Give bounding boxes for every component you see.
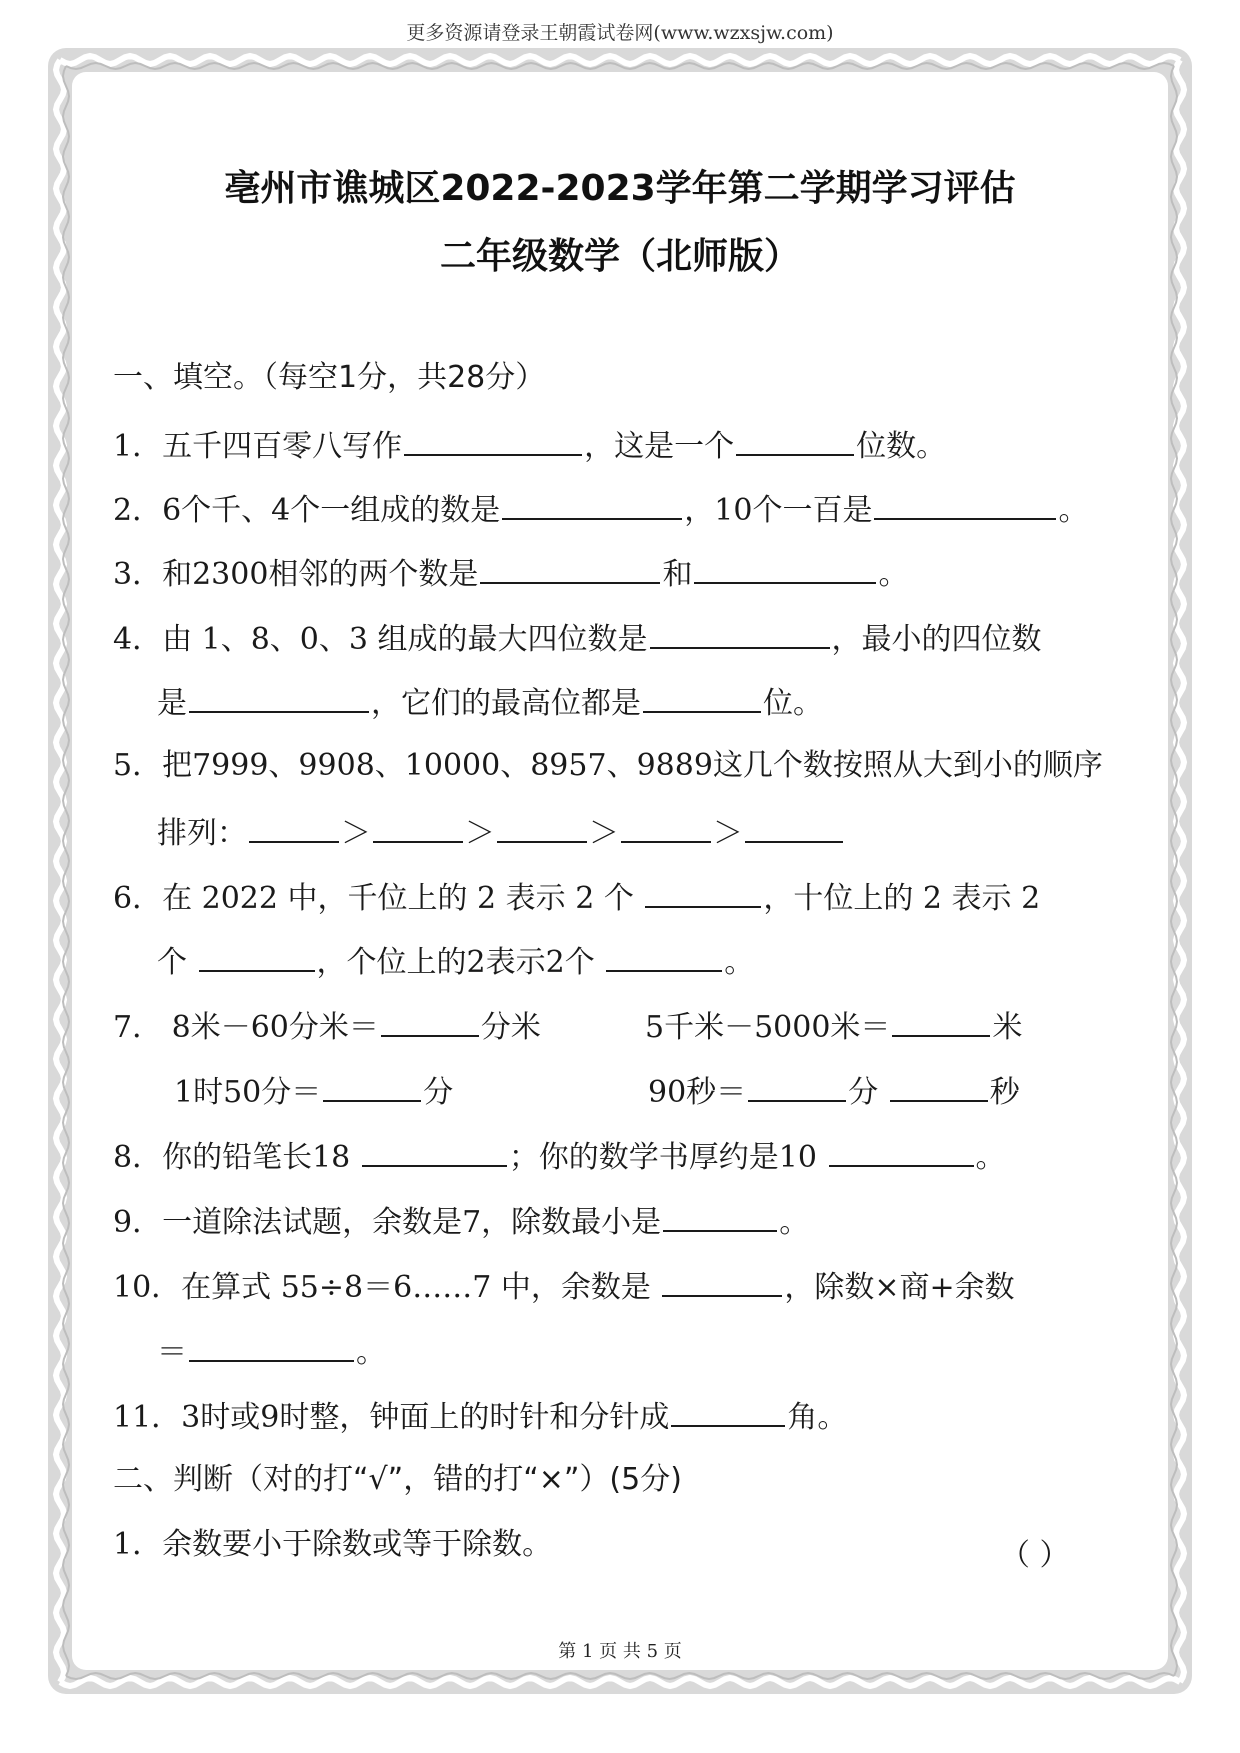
answer-blank[interactable]	[362, 1135, 507, 1167]
answer-blank[interactable]	[249, 811, 339, 843]
answer-blank[interactable]	[645, 876, 761, 908]
question-7	[113, 1005, 541, 1048]
answer-blank[interactable]	[643, 681, 761, 713]
answer-blank[interactable]	[650, 617, 830, 649]
q5-text-b: 排列：	[157, 816, 247, 851]
q4-text-c: 是	[157, 686, 187, 721]
question-3	[113, 552, 908, 595]
q7-text-e: 1时50分＝	[174, 1075, 322, 1110]
question-5	[113, 746, 1103, 786]
q5-text-a: 5．把7999、9908、10000、8957、9889这几个数按照从大到小的顺序	[113, 748, 1103, 783]
question-7-part4	[648, 1070, 1020, 1113]
q7-text-c: 5千米－5000米＝	[645, 1010, 891, 1045]
answer-blank[interactable]	[606, 940, 722, 972]
q1-text-c: 位数。	[856, 429, 947, 464]
question-2	[113, 488, 1088, 531]
answer-blank[interactable]	[502, 488, 682, 520]
answer-blank[interactable]	[874, 488, 1056, 520]
answer-blank[interactable]	[736, 424, 854, 456]
greater-than-sign: ＞	[589, 816, 619, 851]
question-7-part2	[645, 1005, 1022, 1048]
q7-text-d: 米	[992, 1010, 1023, 1045]
question-10-cont	[157, 1330, 386, 1373]
greater-than-sign: ＞	[713, 816, 743, 851]
q9-text-a: 9．一道除法试题，余数是7，除数最小是	[113, 1205, 662, 1240]
answer-blank[interactable]	[745, 811, 843, 843]
greater-than-sign: ＞	[341, 816, 371, 851]
q6-text-a: 6．在 2022 中，千位上的 2 表示 2 个	[113, 881, 634, 916]
greater-than-sign: ＞	[465, 816, 495, 851]
q7-text-f: 分	[423, 1075, 454, 1110]
exam-title: 亳州市谯城区2022-2023学年第二学期学习评估	[224, 168, 1016, 209]
section-1-heading: 一、填空。（每空1分，共28分）	[113, 360, 546, 395]
question-1	[113, 424, 946, 467]
q7-text-b: 分米	[480, 1010, 541, 1045]
q10-text-c: ＝	[157, 1335, 187, 1370]
answer-blank[interactable]	[748, 1070, 846, 1102]
answer-blank[interactable]	[480, 552, 660, 584]
q3-text-b: 和	[662, 557, 693, 592]
question-6	[113, 876, 1040, 919]
q6-text-b: ，十位上的 2 表示 2	[763, 881, 1041, 916]
q3-text-a: 3．和2300相邻的两个数是	[113, 557, 479, 592]
q4-text-e: 位。	[763, 686, 823, 721]
q1-text-a: 1．五千四百零八写作	[113, 429, 403, 464]
q6-text-e: 。	[724, 945, 755, 980]
question-10	[113, 1265, 1015, 1308]
answer-blank[interactable]	[829, 1135, 974, 1167]
q7-text-a: 7． 8米－60分米＝	[113, 1010, 379, 1045]
q2-text-a: 2．6个千、4个一组成的数是	[113, 493, 501, 528]
watermark-text: 更多资源请登录王朝霞试卷网(www.wzxsjw.com)	[406, 22, 834, 44]
question-8	[113, 1135, 1006, 1178]
q4-text-b: ，最小的四位数	[831, 622, 1042, 657]
q11-text-b: 角。	[787, 1400, 848, 1435]
answer-blank[interactable]	[671, 1395, 785, 1427]
q8-text-a: 8．你的铅笔长18	[113, 1140, 351, 1175]
question-7-part3	[174, 1070, 453, 1113]
answer-blank[interactable]	[199, 940, 315, 972]
q4-text-a: 4．由 1、8、0、3 组成的最大四位数是	[113, 622, 648, 657]
q3-text-c: 。	[878, 557, 909, 592]
q7-text-h: 分	[848, 1075, 879, 1110]
q6-text-c: 个	[157, 945, 187, 980]
answer-blank[interactable]	[621, 811, 711, 843]
question-5-cont	[157, 811, 845, 854]
answer-blank[interactable]	[189, 1330, 354, 1362]
question-9	[113, 1200, 809, 1243]
q9-text-b: 。	[779, 1205, 810, 1240]
answer-parentheses[interactable]: （ ）	[1000, 1538, 1070, 1573]
question-6-cont	[157, 940, 754, 983]
answer-blank[interactable]	[373, 811, 463, 843]
answer-blank[interactable]	[189, 681, 369, 713]
answer-blank[interactable]	[662, 1265, 782, 1297]
answer-blank[interactable]	[694, 552, 876, 584]
answer-blank[interactable]	[323, 1070, 421, 1102]
answer-blank[interactable]	[497, 811, 587, 843]
page-number: 第 1 页 共 5 页	[558, 1641, 682, 1662]
q7-text-i: 秒	[989, 1075, 1020, 1110]
question-4-cont	[157, 681, 823, 724]
answer-blank[interactable]	[381, 1005, 479, 1037]
question-4	[113, 617, 1042, 660]
q8-text-b: ；你的数学书厚约是10	[508, 1140, 817, 1175]
section-2-heading: 二、判断（对的打“√”，错的打“×”）(5分)	[113, 1462, 682, 1497]
answer-blank[interactable]	[890, 1070, 988, 1102]
q10-text-b: ，除数×商+余数	[784, 1270, 1015, 1305]
q11-text-a: 11．3时或9时整，钟面上的时针和分针成	[113, 1400, 670, 1435]
judge-question-1	[113, 1525, 552, 1565]
answer-blank[interactable]	[663, 1200, 777, 1232]
q7-text-g: 90秒＝	[648, 1075, 747, 1110]
question-11	[113, 1395, 847, 1438]
q8-text-c: 。	[975, 1140, 1006, 1175]
j1-text: 1．余数要小于除数或等于除数。	[113, 1527, 553, 1562]
q2-text-c: 。	[1058, 493, 1089, 528]
q6-text-d: ，个位上的2表示2个	[316, 945, 595, 980]
answer-blank[interactable]	[404, 424, 582, 456]
exam-subtitle: 二年级数学（北师版）	[439, 236, 800, 277]
q10-text-a: 10．在算式 55÷8＝6……7 中，余数是	[113, 1270, 651, 1305]
q10-text-d: 。	[356, 1335, 386, 1370]
q2-text-b: ，10个一百是	[684, 493, 873, 528]
q4-text-d: ，它们的最高位都是	[371, 686, 641, 721]
answer-blank[interactable]	[892, 1005, 990, 1037]
q1-text-b: ，这是一个	[584, 429, 735, 464]
